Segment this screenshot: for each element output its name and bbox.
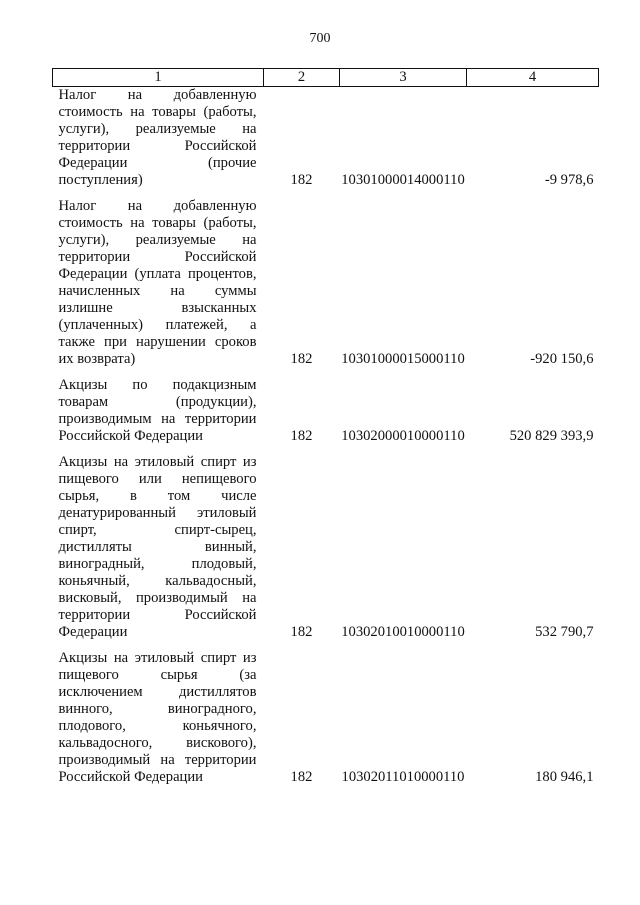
row-name: Налог на добавленную стоимость на товары (работы, услуги), реализуемые на территории Российской Федерации (прочие поступления) [58,87,257,188]
row-admin-code: 182 [290,428,313,444]
row-name: Акцизы на этиловый спирт из пищевого или непищевого сырья, в том числе денатурированный этиловый спирт, спирт-сырец, дистилляты винный, виноградный, плодовый, коньячный, кальвадосный, висковый, производимый на территории Российской Федерации [58,454,257,640]
page-number: 700 [309,31,331,46]
row-spacer [53,641,599,650]
row-amount: -920 150,6 [530,351,594,367]
row-amount: -9 978,6 [544,172,594,188]
row-name: Акцизы на этиловый спирт из пищевого сырья (за исключением дистиллятов винного, виноградного, плодового, коньячного, кальвадосного, вискового), производимый на территории Российской Федерации [58,650,257,785]
row-admin-code: 182 [290,769,313,785]
row-admin-code: 182 [290,172,313,188]
row-budget-code: 10302011010000110 [341,769,465,785]
row-amount: 180 946,1 [535,769,594,785]
row-amount: 532 790,7 [535,624,594,640]
row-name: Налог на добавленную стоимость на товары (работы, услуги), реализуемые на территории Российской Федерации (уплата процентов, начисленных на суммы излишне взысканных (уплаченных) платежей, а также при нарушении сроков их возврата) [58,198,257,367]
column-header-4: 4 [467,69,599,87]
column-header-1: 1 [53,69,264,87]
row-budget-code: 10302010010000110 [341,624,465,640]
table-row [53,377,599,445]
row-budget-code: 10301000015000110 [341,351,465,367]
row-spacer [53,189,599,198]
header-row [53,69,599,87]
row-amount: 520 829 393,9 [509,428,594,444]
column-header-3: 3 [340,69,467,87]
row-budget-code: 10301000014000110 [341,172,465,188]
row-budget-code: 10302000010000110 [341,428,465,444]
row-spacer [53,445,599,454]
table-row [53,87,599,190]
row-spacer [53,368,599,377]
budget-table [52,68,599,786]
row-name: Акцизы по подакцизным товарам (продукции), производимым на территории Российской Федерации [58,377,257,444]
row-admin-code: 182 [290,624,313,640]
table-row [53,454,599,641]
row-admin-code: 182 [290,351,313,367]
table-row [53,650,599,786]
column-header-2: 2 [264,69,340,87]
table-row [53,198,599,368]
